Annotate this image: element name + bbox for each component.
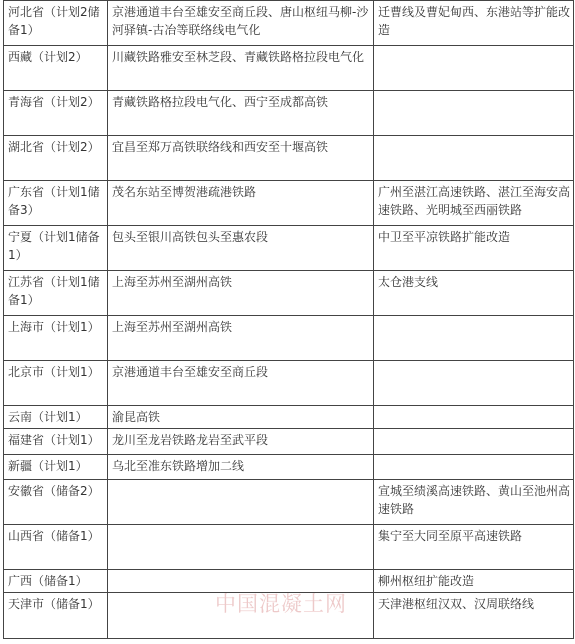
planned-projects-cell: 渝昆高铁 bbox=[108, 406, 374, 429]
reserve-projects-cell bbox=[374, 455, 574, 480]
province-cell: 云南（计划1） bbox=[4, 406, 108, 429]
province-cell: 河北省（计划2储备1） bbox=[4, 1, 108, 46]
province-cell: 安徽省（储备2） bbox=[4, 480, 108, 525]
province-cell: 上海市（计划1） bbox=[4, 316, 108, 361]
table-row bbox=[4, 46, 574, 91]
site-watermark: 中国混凝土网 bbox=[215, 592, 347, 616]
table-row bbox=[4, 455, 574, 480]
reserve-projects-cell bbox=[374, 136, 574, 181]
planned-projects-cell: 川藏铁路雅安至林芝段、青藏铁路格拉段电气化 bbox=[108, 46, 374, 91]
reserve-projects-cell bbox=[374, 406, 574, 429]
reserve-projects-cell: 天津港枢纽汉双、汉周联络线 bbox=[374, 593, 574, 639]
table-row bbox=[4, 429, 574, 455]
table-row bbox=[4, 570, 574, 593]
province-cell: 北京市（计划1） bbox=[4, 361, 108, 406]
table-row bbox=[4, 525, 574, 570]
province-cell: 江苏省（计划1储备1） bbox=[4, 271, 108, 316]
table-row bbox=[4, 181, 574, 226]
table-row bbox=[4, 271, 574, 316]
table-row bbox=[4, 593, 574, 639]
table-row bbox=[4, 226, 574, 271]
reserve-projects-cell: 宣城至绩溪高速铁路、黄山至池州高速铁路 bbox=[374, 480, 574, 525]
province-cell: 广西（储备1） bbox=[4, 570, 108, 593]
planned-projects-cell: 龙川至龙岩铁路龙岩至武平段 bbox=[108, 429, 374, 455]
table-row bbox=[4, 406, 574, 429]
province-cell: 青海省（计划2） bbox=[4, 91, 108, 136]
province-cell: 湖北省（计划2） bbox=[4, 136, 108, 181]
province-cell: 新疆（计划1） bbox=[4, 455, 108, 480]
reserve-projects-cell: 中卫至平凉铁路扩能改造 bbox=[374, 226, 574, 271]
province-cell: 山西省（储备1） bbox=[4, 525, 108, 570]
reserve-projects-cell: 太仓港支线 bbox=[374, 271, 574, 316]
planned-projects-cell: 京港通道丰台至雄安至商丘段 bbox=[108, 361, 374, 406]
reserve-projects-cell bbox=[374, 429, 574, 455]
planned-projects-cell bbox=[108, 480, 374, 525]
planned-projects-cell bbox=[108, 525, 374, 570]
reserve-projects-cell bbox=[374, 91, 574, 136]
table-body bbox=[4, 1, 574, 639]
planned-projects-cell: 茂名东站至博贺港疏港铁路 bbox=[108, 181, 374, 226]
table-row bbox=[4, 480, 574, 525]
railway-projects-table bbox=[3, 0, 574, 639]
reserve-projects-cell: 集宁至大同至原平高速铁路 bbox=[374, 525, 574, 570]
planned-projects-cell: 宜昌至郑万高铁联络线和西安至十堰高铁 bbox=[108, 136, 374, 181]
province-cell: 西藏（计划2） bbox=[4, 46, 108, 91]
table-row bbox=[4, 1, 574, 46]
planned-projects-cell: 包头至银川高铁包头至惠农段 bbox=[108, 226, 374, 271]
reserve-projects-cell: 广州至湛江高速铁路、湛江至海安高速铁路、光明城至西丽铁路 bbox=[374, 181, 574, 226]
reserve-projects-cell bbox=[374, 361, 574, 406]
reserve-projects-cell: 迁曹线及曹妃甸西、东港站等扩能改造 bbox=[374, 1, 574, 46]
province-cell: 福建省（计划1） bbox=[4, 429, 108, 455]
planned-projects-cell bbox=[108, 593, 374, 639]
province-cell: 广东省（计划1储备3） bbox=[4, 181, 108, 226]
table-row bbox=[4, 91, 574, 136]
reserve-projects-cell bbox=[374, 316, 574, 361]
table-row bbox=[4, 316, 574, 361]
table-row bbox=[4, 136, 574, 181]
planned-projects-cell: 乌北至准东铁路增加二线 bbox=[108, 455, 374, 480]
planned-projects-cell: 上海至苏州至湖州高铁 bbox=[108, 271, 374, 316]
province-cell: 宁夏（计划1储备1） bbox=[4, 226, 108, 271]
planned-projects-cell: 上海至苏州至湖州高铁 bbox=[108, 316, 374, 361]
table-row bbox=[4, 361, 574, 406]
province-cell: 天津市（储备1） bbox=[4, 593, 108, 639]
planned-projects-cell bbox=[108, 570, 374, 593]
reserve-projects-cell: 柳州枢纽扩能改造 bbox=[374, 570, 574, 593]
planned-projects-cell: 京港通道丰台至雄安至商丘段、唐山枢纽马柳-沙河驿镇-古冶等联络线电气化 bbox=[108, 1, 374, 46]
reserve-projects-cell bbox=[374, 46, 574, 91]
planned-projects-cell: 青藏铁路格拉段电气化、西宁至成都高铁 bbox=[108, 91, 374, 136]
